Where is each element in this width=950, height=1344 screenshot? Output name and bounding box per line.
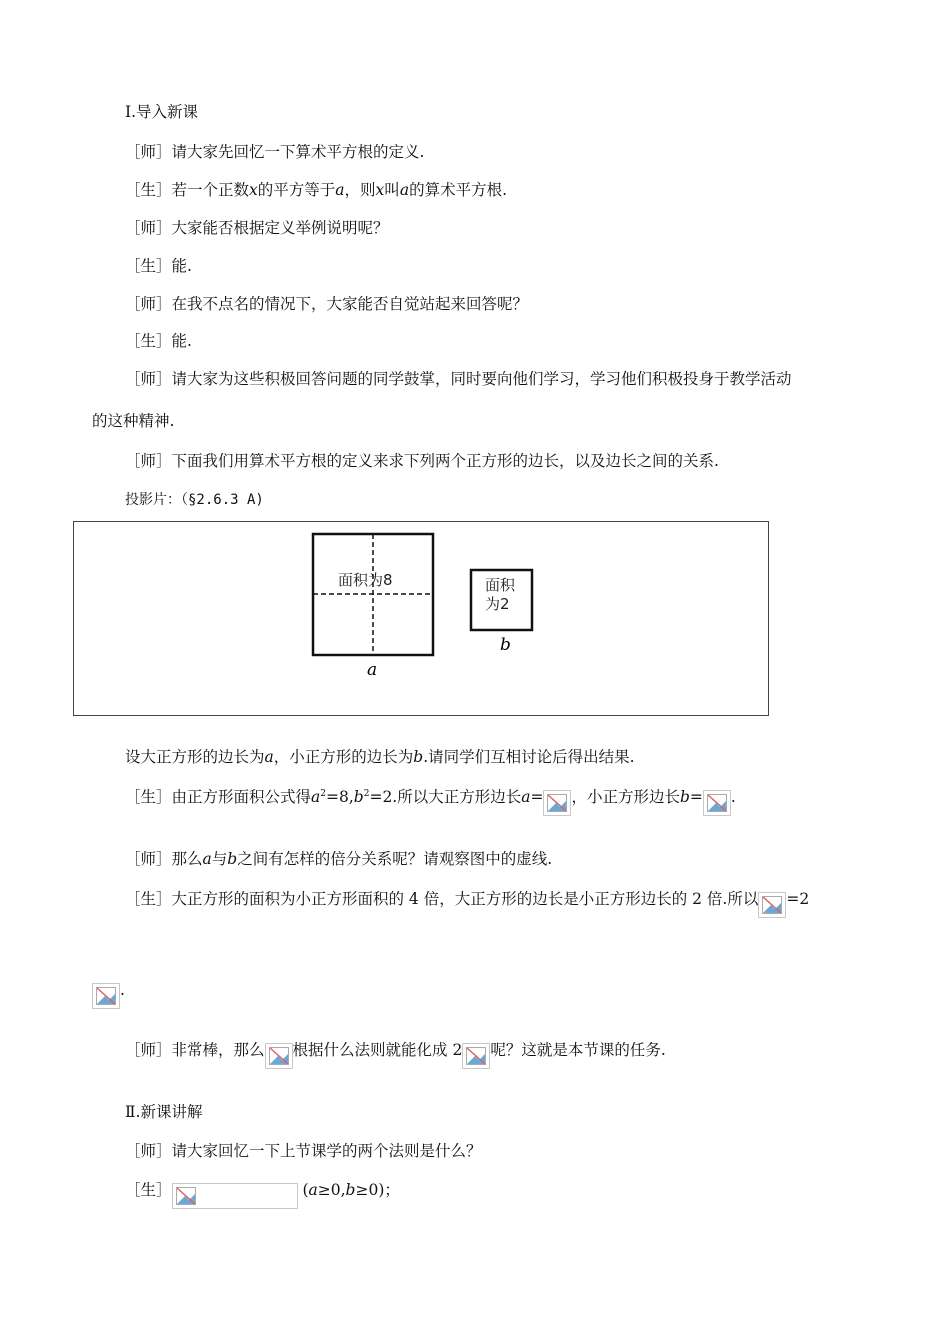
- broken-image-icon: [172, 1183, 298, 1209]
- small-square-area-label-2: 为2: [485, 595, 510, 613]
- slide-figure: [73, 521, 769, 716]
- text-line-continued: .: [92, 980, 125, 1009]
- big-square-area-label: 面积为8: [338, 571, 393, 589]
- broken-image-icon: [265, 1043, 293, 1069]
- dialogue-line: ［生］若一个正数x的平方等于a，则x叫a的算术平方根.: [125, 181, 507, 199]
- text-line: 设大正方形的边长为a，小正方形的边长为b.请同学们互相讨论后得出结果.: [125, 748, 635, 766]
- dialogue-line: ［生］大正方形的面积为小正方形面积的 4 倍，大正方形的边长是小正方形边长的 2 倍.所以 =2: [125, 889, 809, 918]
- broken-image-icon: [543, 790, 571, 816]
- dialogue-line: ［师］那么a与b之间有怎样的倍分关系呢？请观察图中的虚线.: [125, 850, 553, 868]
- section-heading-new-lesson: Ⅱ.新课讲解: [125, 1103, 203, 1121]
- dialogue-line: ［师］大家能否根据定义举例说明呢？: [125, 219, 389, 237]
- broken-image-icon: [462, 1043, 490, 1069]
- slide-caption: 投影片：（§2.6.3 A): [125, 492, 264, 508]
- dialogue-line: ［师］请大家为这些积极回答问题的同学鼓掌，同时要向他们学习，学习他们积极投身于教学活动: [125, 370, 792, 388]
- broken-image-icon: [758, 892, 786, 918]
- broken-image-icon: [92, 983, 120, 1009]
- small-square-area-label-1: 面积: [485, 576, 516, 594]
- small-side-label: b: [500, 635, 511, 655]
- dialogue-line: ［生］由正方形面积公式得$a^2=8,b^2=2$.所以大正方形边长a= ，小正方形边长b= .: [125, 787, 736, 816]
- dialogue-line-continued: 的这种精神.: [92, 412, 175, 430]
- dialogue-line: ［生］ (a≥0,b≥0)；: [125, 1180, 400, 1209]
- dialogue-line: ［师］在我不点名的情况下，大家能否自觉站起来回答呢？: [125, 295, 529, 313]
- big-side-label: a: [367, 660, 378, 680]
- dialogue-line: ［生］能.: [125, 332, 192, 350]
- section-heading-intro: Ⅰ.导入新课: [125, 103, 199, 121]
- broken-image-icon: [703, 790, 731, 816]
- dialogue-line: ［师］请大家回忆一下上节课学的两个法则是什么？: [125, 1142, 482, 1160]
- dialogue-line: ［师］请大家先回忆一下算术平方根的定义.: [125, 143, 425, 161]
- dialogue-line: ［师］非常棒，那么 根据什么法则就能化成 2 呢？这就是本节课的任务.: [125, 1040, 666, 1069]
- dialogue-line: ［生］能.: [125, 257, 192, 275]
- dialogue-line: ［师］下面我们用算术平方根的定义来求下列两个正方形的边长，以及边长之间的关系.: [125, 452, 719, 470]
